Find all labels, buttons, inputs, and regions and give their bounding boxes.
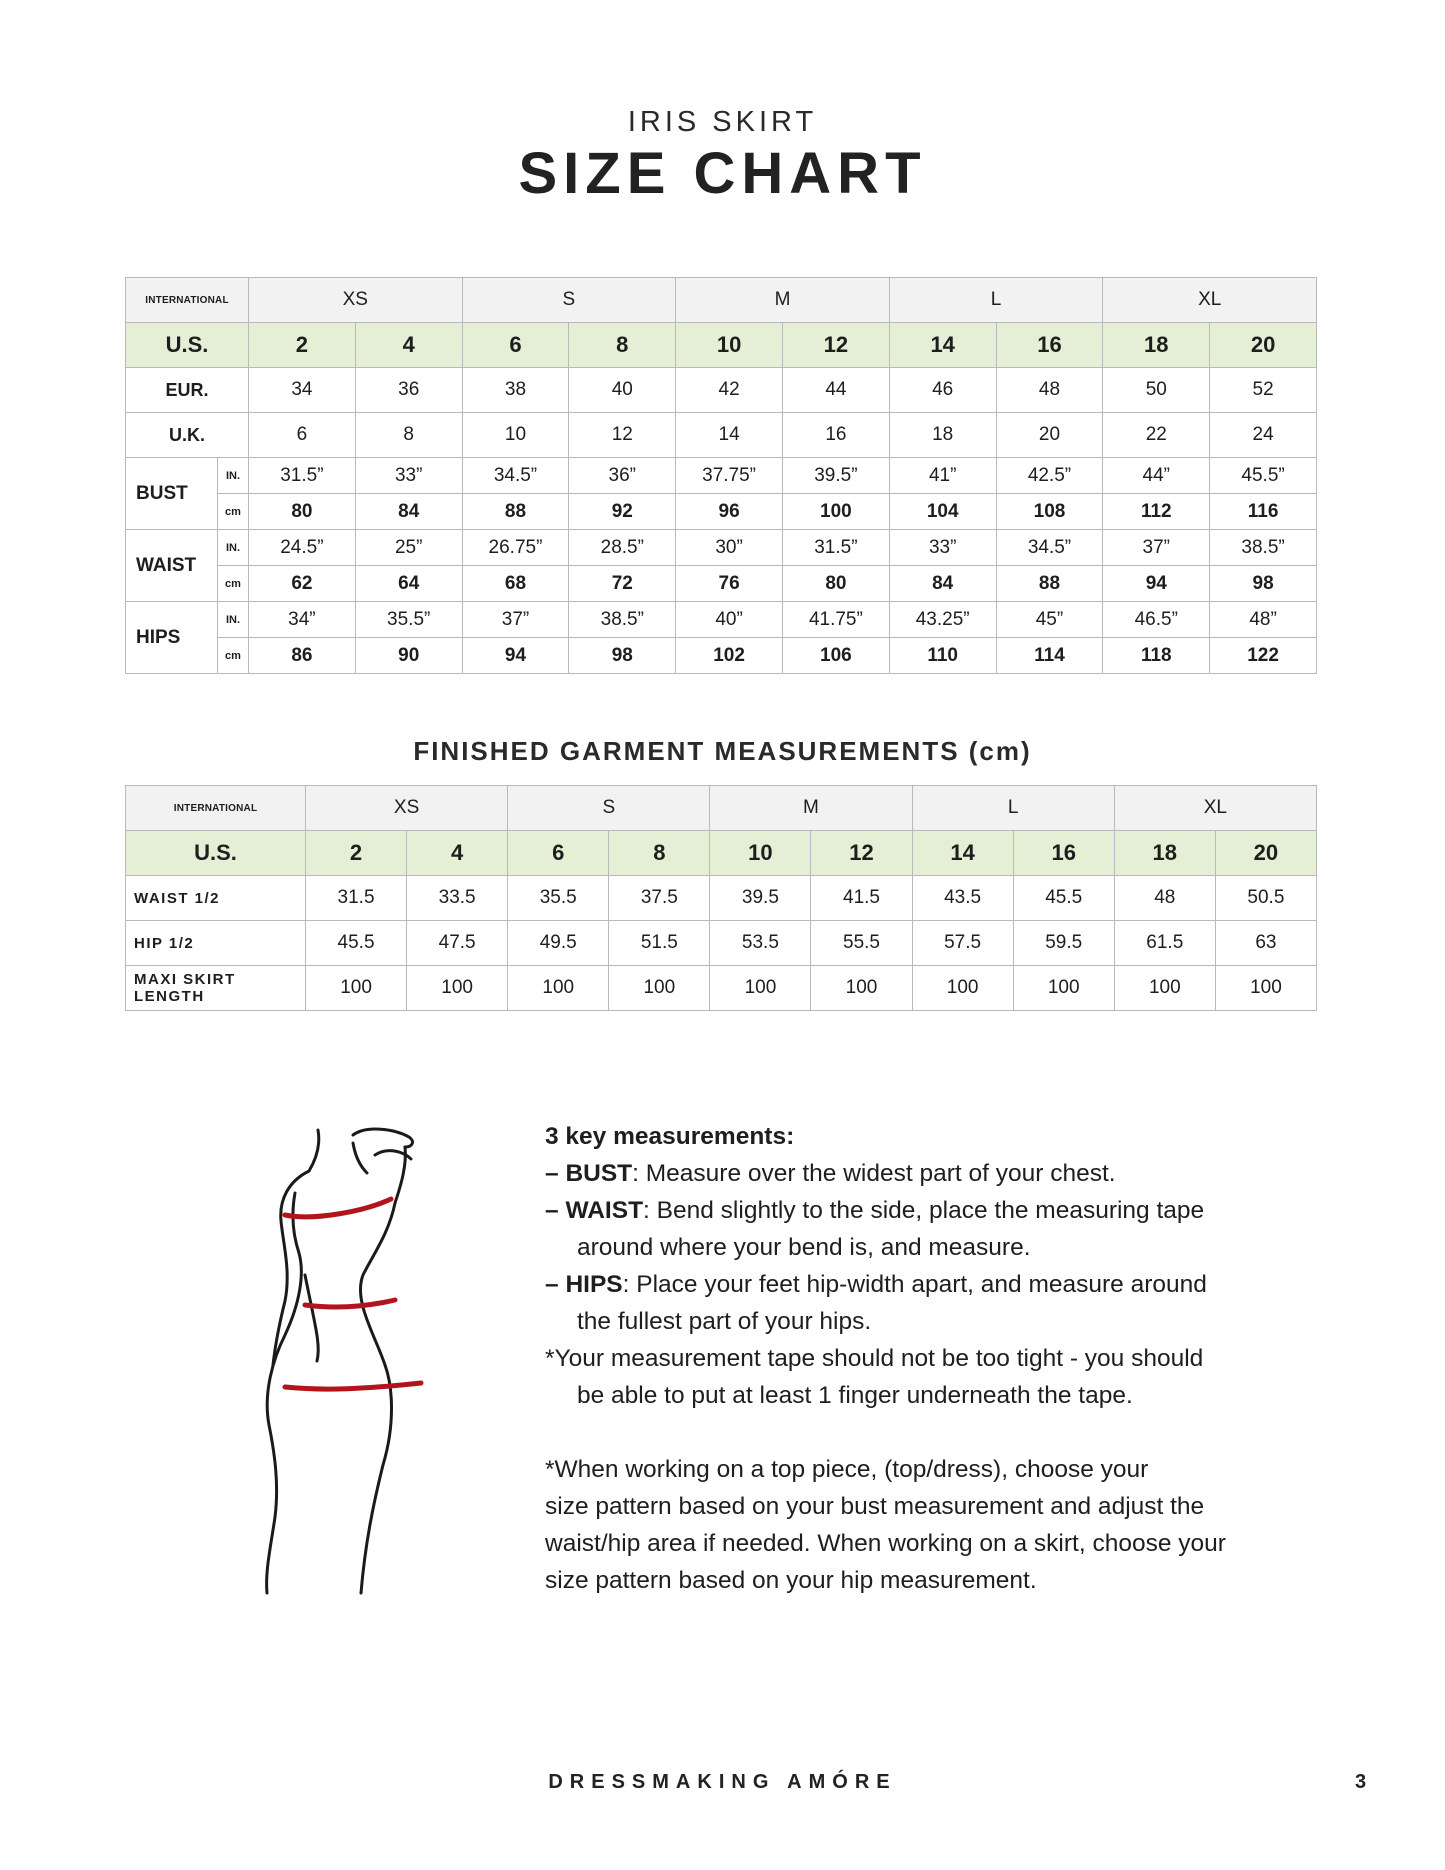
international-label: INTERNATIONAL [126, 278, 249, 323]
table-cell: 45.5 [1013, 876, 1114, 921]
waist-inches-row [126, 530, 1317, 566]
bust-cm-cell: 108 [996, 494, 1103, 530]
uk-size-cell: 8 [355, 413, 462, 458]
hip-tape [285, 1383, 421, 1389]
table-cell: 37.5 [609, 876, 710, 921]
hips-description: : Place your feet hip-width apart, and measure around [622, 1271, 1207, 1298]
bust-in-cell: 34.5” [462, 458, 569, 494]
international-label: INTERNATIONAL [126, 786, 306, 831]
tape-note-cont: be able to put at least 1 finger underneath the tape. [577, 1382, 1133, 1409]
dash: – [545, 1197, 559, 1224]
waist-cm-cell: 84 [889, 566, 996, 602]
waist-tape [305, 1300, 395, 1307]
waist-in-cell: 25” [355, 530, 462, 566]
uk-size-cell: 6 [249, 413, 356, 458]
uk-label: U.K. [126, 413, 249, 458]
waist-in-cell: 33” [889, 530, 996, 566]
waist-cm-cell: 72 [569, 566, 676, 602]
us-size-cell: 12 [782, 323, 889, 368]
bust-instruction [545, 1155, 1265, 1192]
uk-size-cell: 22 [1103, 413, 1210, 458]
intl-size-cell: S [462, 278, 676, 323]
eur-size-cell: 34 [249, 368, 356, 413]
garment-measurements-table [125, 785, 1317, 1011]
bust-in-cell: 39.5” [782, 458, 889, 494]
waist-description: : Bend slightly to the side, place the measuring tape [643, 1197, 1205, 1224]
hips-term: HIPS [565, 1271, 623, 1298]
us-size-cell: 16 [1013, 831, 1114, 876]
hips-cm-cell: 86 [249, 638, 356, 674]
hips-in-cell: 46.5” [1103, 602, 1210, 638]
table-cell: 100 [609, 966, 710, 1011]
waist-in-cell: 30” [676, 530, 783, 566]
intl-size-cell: XS [306, 786, 508, 831]
neck-line-left [309, 1130, 319, 1171]
dash: – [545, 1271, 559, 1298]
us-size-cell: 18 [1114, 831, 1215, 876]
table-cell: 33.5 [407, 876, 508, 921]
hips-instruction [545, 1266, 1265, 1303]
neck-line-right [353, 1143, 367, 1173]
tape-note: *Your measurement tape should not be too tight - you should [545, 1345, 1204, 1372]
bust-cm-cell: 96 [676, 494, 783, 530]
hip-half-label: HIP 1/2 [126, 921, 306, 966]
us-size-cell: 14 [889, 323, 996, 368]
bust-cm-cell: 104 [889, 494, 996, 530]
us-size-cell: 4 [355, 323, 462, 368]
waist-in-cell: 26.75” [462, 530, 569, 566]
bust-inches-row [126, 458, 1317, 494]
bust-description: : Measure over the widest part of your chest. [632, 1160, 1116, 1187]
table-cell: 100 [407, 966, 508, 1011]
bust-cm-cell: 112 [1103, 494, 1210, 530]
waist-half-label: WAIST 1/2 [126, 876, 306, 921]
hips-in-cell: 35.5” [355, 602, 462, 638]
waist-term: WAIST [565, 1197, 644, 1224]
bust-in-cell: 44” [1103, 458, 1210, 494]
hips-in-cell: 40” [676, 602, 783, 638]
table-cell: 61.5 [1114, 921, 1215, 966]
inches-unit-label: IN. [218, 602, 249, 638]
bust-in-cell: 41” [889, 458, 996, 494]
inches-unit-label: IN. [218, 530, 249, 566]
intl-size-cell: L [912, 786, 1114, 831]
waist-in-cell: 34.5” [996, 530, 1103, 566]
waist-instruction [545, 1192, 1265, 1229]
us-size-cell: 4 [407, 831, 508, 876]
hips-cm-cell: 118 [1103, 638, 1210, 674]
garment-measurements-title: FINISHED GARMENT MEASUREMENTS (cm) [413, 736, 1032, 766]
table-cell: 35.5 [508, 876, 609, 921]
table-cell: 100 [1215, 966, 1316, 1011]
us-size-cell: 2 [249, 323, 356, 368]
hips-cm-cell: 110 [889, 638, 996, 674]
bust-in-cell: 36” [569, 458, 676, 494]
table-cell: 100 [912, 966, 1013, 1011]
table-cell: 100 [1114, 966, 1215, 1011]
hips-in-cell: 34” [249, 602, 356, 638]
eur-size-cell: 40 [569, 368, 676, 413]
table-cell: 100 [1013, 966, 1114, 1011]
hips-in-cell: 45” [996, 602, 1103, 638]
sizing-advice: size pattern based on your bust measurement and adjust the [545, 1493, 1205, 1520]
uk-size-cell: 16 [782, 413, 889, 458]
bust-in-cell: 42.5” [996, 458, 1103, 494]
intl-size-cell: XL [1103, 278, 1317, 323]
hips-inches-row [126, 602, 1317, 638]
table-cell: 59.5 [1013, 921, 1114, 966]
bust-cm-cell: 92 [569, 494, 676, 530]
right-torso [360, 1203, 395, 1593]
left-leg [267, 1425, 277, 1593]
bust-tape [285, 1199, 391, 1217]
table-cell: 100 [508, 966, 609, 1011]
measurement-instructions [545, 1118, 1265, 1599]
waist-cm-row [126, 566, 1317, 602]
sizing-advice: size pattern based on your hip measurement. [545, 1567, 1037, 1594]
waist-in-cell: 24.5” [249, 530, 356, 566]
bust-cm-row [126, 494, 1317, 530]
table-cell: 41.5 [811, 876, 912, 921]
intl-size-cell: XL [1114, 786, 1316, 831]
waist-in-cell: 28.5” [569, 530, 676, 566]
hips-in-cell: 48” [1210, 602, 1317, 638]
eur-size-cell: 42 [676, 368, 783, 413]
hips-cm-cell: 90 [355, 638, 462, 674]
eur-label: EUR. [126, 368, 249, 413]
us-size-cell: 10 [710, 831, 811, 876]
hips-cm-cell: 114 [996, 638, 1103, 674]
us-size-cell: 6 [508, 831, 609, 876]
waist-in-cell: 31.5” [782, 530, 889, 566]
hips-in-cell: 38.5” [569, 602, 676, 638]
size-chart-table [125, 277, 1317, 674]
us-size-cell: 10 [676, 323, 783, 368]
us-size-cell: 2 [306, 831, 407, 876]
us-label: U.S. [126, 831, 306, 876]
hips-cm-cell: 102 [676, 638, 783, 674]
waist-cm-cell: 64 [355, 566, 462, 602]
table-cell: 31.5 [306, 876, 407, 921]
left-forearm [273, 1301, 285, 1365]
bust-in-cell: 33” [355, 458, 462, 494]
intl-size-cell: S [508, 786, 710, 831]
hips-label: HIPS [126, 602, 218, 674]
hips-cm-row [126, 638, 1317, 674]
us-label: U.S. [126, 323, 249, 368]
waist-cm-cell: 88 [996, 566, 1103, 602]
table-cell: 63 [1215, 921, 1316, 966]
bust-label: BUST [126, 458, 218, 530]
us-size-cell: 14 [912, 831, 1013, 876]
table-cell: 53.5 [710, 921, 811, 966]
page-title: SIZE CHART [518, 141, 927, 206]
waist-cm-cell: 98 [1210, 566, 1317, 602]
bust-cm-cell: 88 [462, 494, 569, 530]
waist-crease [305, 1275, 318, 1361]
waist-label: WAIST [126, 530, 218, 602]
waist-half-row [126, 876, 1317, 921]
maxi-length-row [126, 966, 1317, 1011]
cm-unit-label: cm [218, 494, 249, 530]
bust-cm-cell: 84 [355, 494, 462, 530]
waist-cm-cell: 68 [462, 566, 569, 602]
eur-size-row [126, 368, 1317, 413]
table-cell: 57.5 [912, 921, 1013, 966]
uk-size-cell: 24 [1210, 413, 1317, 458]
uk-size-cell: 10 [462, 413, 569, 458]
table-cell: 39.5 [710, 876, 811, 921]
hips-cm-cell: 98 [569, 638, 676, 674]
table-cell: 100 [710, 966, 811, 1011]
us-size-row [126, 323, 1317, 368]
table-cell: 100 [811, 966, 912, 1011]
eur-size-cell: 38 [462, 368, 569, 413]
intl-size-cell: XS [249, 278, 463, 323]
bust-in-cell: 45.5” [1210, 458, 1317, 494]
waist-cm-cell: 76 [676, 566, 783, 602]
dash: – [545, 1160, 559, 1187]
table-cell: 51.5 [609, 921, 710, 966]
bust-cm-cell: 100 [782, 494, 889, 530]
table-cell: 55.5 [811, 921, 912, 966]
hips-cm-cell: 106 [782, 638, 889, 674]
eur-size-cell: 50 [1103, 368, 1210, 413]
us-size-cell: 20 [1210, 323, 1317, 368]
waist-description-cont: around where your bend is, and measure. [577, 1234, 1031, 1261]
table-cell: 48 [1114, 876, 1215, 921]
intl-size-cell: M [676, 278, 890, 323]
us-size-cell: 16 [996, 323, 1103, 368]
eur-size-cell: 52 [1210, 368, 1317, 413]
eur-size-cell: 46 [889, 368, 996, 413]
us-size-cell: 8 [609, 831, 710, 876]
cm-unit-label: cm [218, 566, 249, 602]
uk-size-cell: 14 [676, 413, 783, 458]
table-cell: 47.5 [407, 921, 508, 966]
body-measurement-figure [255, 1125, 495, 1595]
waist-in-cell: 38.5” [1210, 530, 1317, 566]
hips-in-cell: 37” [462, 602, 569, 638]
bust-term: BUST [565, 1160, 633, 1187]
us-size-cell: 20 [1215, 831, 1316, 876]
bust-in-cell: 31.5” [249, 458, 356, 494]
table-cell: 49.5 [508, 921, 609, 966]
maxi-length-label: MAXI SKIRT LENGTH [126, 966, 306, 1011]
page-number: 3 [1355, 1771, 1367, 1793]
uk-size-cell: 20 [996, 413, 1103, 458]
hips-cm-cell: 94 [462, 638, 569, 674]
brand-footer: DRESSMAKING AMÓRE [548, 1771, 897, 1793]
us-size-cell: 6 [462, 323, 569, 368]
us-size-cell: 12 [811, 831, 912, 876]
hips-cm-cell: 122 [1210, 638, 1317, 674]
waist-cm-cell: 62 [249, 566, 356, 602]
pattern-name: IRIS SKIRT [627, 106, 818, 138]
bust-cm-cell: 80 [249, 494, 356, 530]
international-row [126, 786, 1317, 831]
us-size-cell: 18 [1103, 323, 1210, 368]
us-size-cell: 8 [569, 323, 676, 368]
bust-in-cell: 37.75” [676, 458, 783, 494]
hip-half-row [126, 921, 1317, 966]
hips-in-cell: 41.75” [782, 602, 889, 638]
instructions-heading: 3 key measurements: [545, 1123, 795, 1150]
eur-size-cell: 44 [782, 368, 889, 413]
cm-unit-label: cm [218, 638, 249, 674]
eur-size-cell: 48 [996, 368, 1103, 413]
hips-in-cell: 43.25” [889, 602, 996, 638]
eur-size-cell: 36 [355, 368, 462, 413]
bust-cm-cell: 116 [1210, 494, 1317, 530]
waist-cm-cell: 94 [1103, 566, 1210, 602]
intl-size-cell: L [889, 278, 1103, 323]
uk-size-row [126, 413, 1317, 458]
inches-unit-label: IN. [218, 458, 249, 494]
uk-size-cell: 12 [569, 413, 676, 458]
waist-in-cell: 37” [1103, 530, 1210, 566]
us-size-row [126, 831, 1317, 876]
table-cell: 100 [306, 966, 407, 1011]
international-row [126, 278, 1317, 323]
hips-description-cont: the fullest part of your hips. [577, 1308, 872, 1335]
sizing-advice: *When working on a top piece, (top/dress), choose your [545, 1456, 1149, 1483]
sizing-advice: waist/hip area if needed. When working on a skirt, choose your [545, 1530, 1226, 1557]
spacer [545, 1414, 1265, 1451]
table-cell: 45.5 [306, 921, 407, 966]
table-cell: 50.5 [1215, 876, 1316, 921]
uk-size-cell: 18 [889, 413, 996, 458]
raised-arm [353, 1129, 412, 1147]
waist-cm-cell: 80 [782, 566, 889, 602]
intl-size-cell: M [710, 786, 912, 831]
table-cell: 43.5 [912, 876, 1013, 921]
